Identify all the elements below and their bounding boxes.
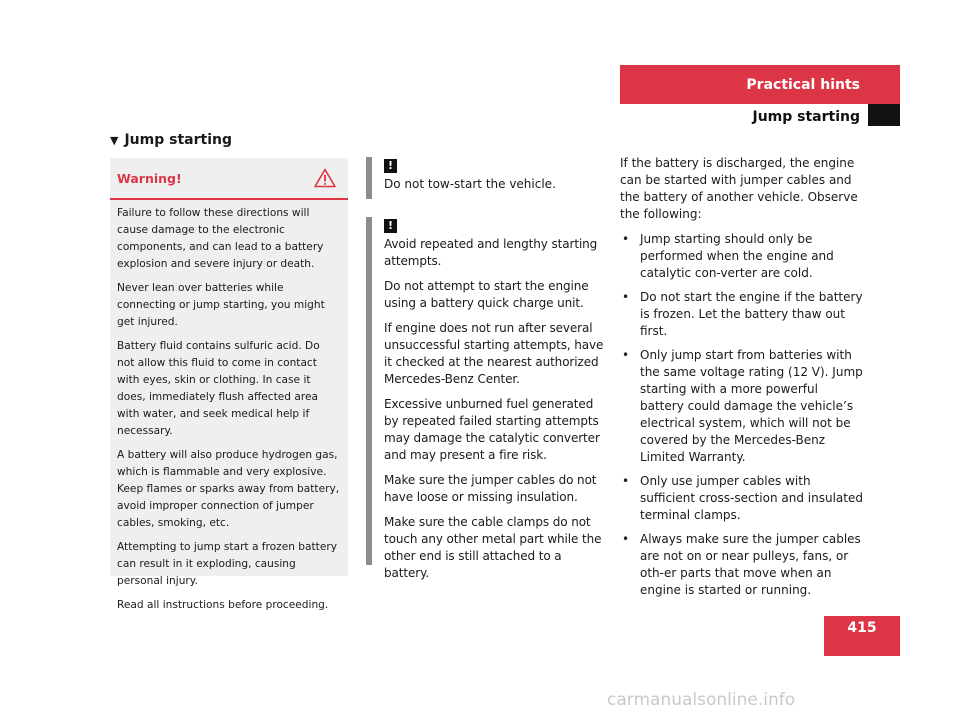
bullet-icon: • [622, 474, 630, 488]
instruction-list [620, 231, 865, 599]
warning-paragraph: Never lean over batteries while connecting or jump starting, you might get injured. [117, 282, 325, 328]
triangle-down-icon: ▼ [110, 133, 119, 147]
list-item-text: Always make sure the jumper cables are not on or near pulleys, fans, or oth-er parts that move when an engine is started or running. [640, 532, 861, 597]
bullet-icon: • [622, 532, 630, 546]
page-number [824, 616, 900, 656]
section-heading [110, 132, 232, 148]
watermark: carmanualsonline.info [607, 690, 796, 710]
header-marker-block [868, 104, 900, 126]
note-paragraph: Avoid repeated and lengthy starting attempts. [384, 236, 598, 268]
warning-triangle-icon [314, 168, 336, 188]
warning-paragraph: Battery fluid contains sulfuric acid. Do not allow this fluid to come in contact with eyes, skin or clothing. In case it does, immediately flush affected area with water, and seek medical help if necessary. [117, 340, 320, 437]
chapter-title: Practical hints [746, 76, 860, 93]
note-text: Do not tow-start the vehicle. [384, 176, 556, 191]
list-item-text: Jump starting should only be performed when the engine and catalytic con-verter are cold. [640, 232, 834, 280]
exclamation-icon: ! [384, 219, 397, 233]
list-item [620, 231, 865, 282]
chapter-header [620, 65, 900, 104]
list-item-text: Do not start the engine if the battery is frozen. Let the battery thaw out first. [640, 290, 863, 338]
warning-header [110, 158, 348, 200]
list-item [620, 531, 865, 599]
list-item-text: Only jump start from batteries with the same voltage rating (12 V). Jump starting with a more powerful battery could damage the vehicle’s electrical system, which will not be covered by the Mercedes-Benz Limited Warranty. [640, 348, 863, 464]
note-tow-start [366, 157, 610, 199]
warning-body [110, 200, 348, 614]
list-item [620, 347, 865, 466]
exclamation-icon: ! [384, 159, 397, 173]
note-paragraph: Make sure the cable clamps do not touch any other metal part while the other end is still attached to a battery. [384, 514, 602, 580]
bullet-icon: • [622, 232, 630, 246]
list-item-text: Only use jumper cables with sufficient cross-section and insulated terminal clamps. [640, 474, 863, 522]
bullet-icon: • [622, 348, 630, 362]
warning-title: Warning! [117, 170, 182, 186]
note-paragraph: Excessive unburned fuel generated by repeated failed starting attempts may damage the catalytic converter and may present a fire risk. [384, 396, 600, 462]
page-number-text: 415 [847, 620, 877, 636]
note-paragraph: Do not attempt to start the engine using a battery quick charge unit. [384, 278, 589, 310]
warning-paragraph: Read all instructions before proceeding. [117, 599, 329, 611]
intro-paragraph: If the battery is discharged, the engine can be started with jumper cables and the battery of another vehicle. Observe the following: [620, 156, 858, 221]
topic-title: Jump starting [752, 109, 860, 125]
bullet-icon: • [622, 290, 630, 304]
section-heading-text: Jump starting [124, 132, 232, 148]
note-starting-attempts [366, 217, 610, 580]
warning-box [110, 158, 348, 611]
warning-paragraph: Attempting to jump start a frozen battery can result in it exploding, causing personal injury. [117, 541, 337, 587]
list-item [620, 473, 865, 524]
instructions-column [620, 155, 865, 606]
warning-paragraph: Failure to follow these directions will cause damage to the electronic components, and can lead to a battery explosion and severe injury or death. [117, 207, 324, 270]
warning-paragraph: A battery will also produce hydrogen gas, which is flammable and very explosive. Keep flames or sparks away from battery, avoid improper connection of jumper cables, smoking, etc. [117, 449, 340, 529]
note-paragraph: Make sure the jumper cables do not have loose or missing insulation. [384, 472, 597, 504]
list-item [620, 289, 865, 340]
topic-header [620, 104, 868, 130]
note-paragraph: If engine does not run after several unsuccessful starting attempts, have it checked at the nearest authorized Mercedes-Benz Center. [384, 320, 604, 386]
